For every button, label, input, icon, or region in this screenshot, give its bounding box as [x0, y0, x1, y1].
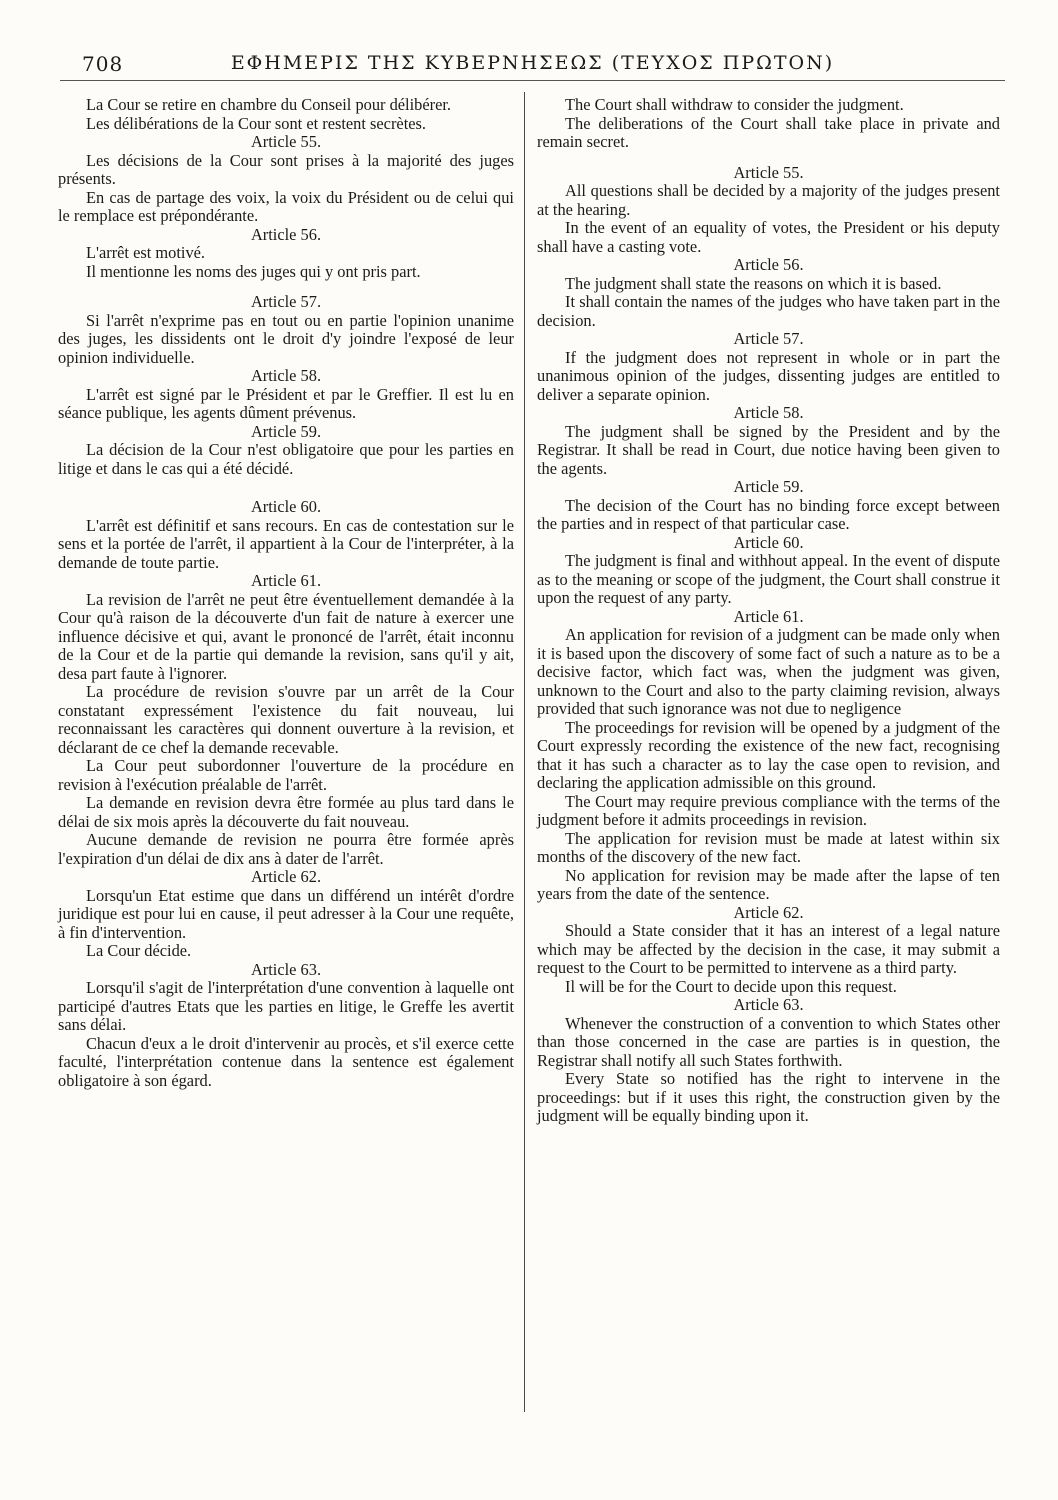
paragraph: The judgment shall be signed by the President and by the Registrar. It shall be read in Court, due notice having been given to the agents. [537, 421, 1000, 478]
paragraph: No application for revision may be made after the lapse of ten years from the date of the sentence. [537, 865, 1000, 903]
paragraph: En cas de partage des voix, la voix du Président ou de celui qui le remplace est prépondérante. [58, 187, 514, 225]
article-heading: Article 56. [733, 255, 804, 274]
article-heading: Article 61. [733, 606, 804, 626]
paragraph: The decision of the Court has no binding force except between the parties and in respect of that particular case. [537, 495, 1000, 533]
article-heading: Article 62. [250, 867, 322, 886]
article-heading: Article 59. [250, 421, 322, 441]
paragraph: La Cour se retire en chambre du Conseil pour délibérer. [86, 95, 452, 114]
article-heading: Article 57. [733, 329, 804, 348]
column-divider [524, 92, 525, 1412]
french-column [58, 96, 514, 1090]
page-header [60, 48, 1005, 81]
paragraph: The deliberations of the Court shall take place in private and remain secret. [537, 113, 1000, 151]
article-heading: Article 59. [733, 477, 804, 496]
paragraph: An application for revision of a judgment can be made only when it is based upon the discovery of some fact of such a nature as to be a decisive factor, which fact was, when the judgment was given, unknown to the Court and also to the party claiming revision, always provided that such ignorance was not due to negligence [537, 625, 1000, 718]
paragraph: Lorsqu'il s'agit de l'interprétation d'une convention à laquelle ont participé d'autres Etats que les parties en litige, le Greffe les avertit sans délai. [58, 978, 514, 1034]
paragraph: Lorsqu'un Etat estime que dans un différend un intérêt d'ordre juridique est pour lui en cause, il peut adresser à la Cour une requête, à fin d'intervention. [58, 885, 514, 942]
paragraph: La Cour peut subordonner l'ouverture de la procédure en revision à l'exécution préalable de l'arrêt. [58, 756, 514, 794]
paragraph: The judgment is final and withhout appeal. In the event of dispute as to the meaning or scope of the judgment, the Court shall construe it upon the request of any party. [537, 551, 1000, 607]
article-heading: Article 63. [733, 995, 804, 1014]
paragraph: L'arrêt est définitif et sans recours. En cas de contestation sur le sens et la portée de l'arrêt, il appartient à la Cour de l'interpréter, à la demande de toute partie. [58, 515, 514, 572]
paragraph: Aucune demande de revision ne pourra être formée après l'expiration d'un délai de dix ans à dater de l'arrêt. [58, 830, 514, 868]
paragraph: It shall contain the names of the judges who have taken part in the decision. [537, 292, 1000, 330]
paragraph: If the judgment does not represent in whole or in part the unanimous opinion of the judges, dissenting judges are entitled to deliver a separate opinion. [537, 347, 1000, 404]
paragraph: The Court may require previous compliance with the terms of the judgment before it admits proceedings in revision. [537, 791, 1000, 829]
article-heading: Article 57. [250, 292, 322, 311]
paragraph: The proceedings for revision will be opened by a judgment of the Court expressly recording the existence of the new fact, recognising that it has such a character as to lay the case open to revision, and declaring the application admissible on this ground. [537, 717, 1000, 792]
paragraph: Il mentionne les noms des juges qui y ont pris part. [86, 261, 421, 281]
article-heading: Article 58. [733, 403, 804, 422]
paragraph: La demande en revision devra être formée au plus tard dans le délai de six mois après la découverte du fait nouveau. [58, 793, 514, 831]
english-column [537, 96, 1000, 1126]
paragraph: Les délibérations de la Cour sont et restent secrètes. [86, 113, 426, 133]
paragraph: Whenever the construction of a convention to which States other than those concerned in the case are parties is in question, the Registrar shall notify all such States forthwith. [537, 1013, 1000, 1070]
paragraph: The application for revision must be made at latest within six months of the discovery of the new fact. [537, 828, 1000, 866]
page-number: 708 [82, 52, 124, 76]
paragraph: L'arrêt est motivé. [86, 243, 206, 262]
paragraph: The Court shall withdraw to consider the judgment. [565, 95, 904, 114]
paragraph: Chacun d'eux a le droit d'intervenir au procès, et s'il exerce cette faculté, l'interprétation contenue dans la sentence est également obligatoire à son égard. [58, 1033, 514, 1090]
paragraph: Every State so notified has the right to intervene in the proceedings: but if it uses this right, the construction given by the judgment will be equally binding upon it. [537, 1069, 1000, 1125]
article-heading: Article 60. [250, 497, 322, 516]
paragraph: Les décisions de la Cour sont prises à la majorité des juges présents. [58, 150, 514, 188]
article-heading: Article 61. [250, 571, 322, 590]
article-heading: Article 55. [733, 162, 804, 182]
paragraph: La procédure de revision s'ouvre par un arrêt de la Cour constatant expressément l'existence du fait nouveau, lui reconnaissant les caractères qui donnent ouverture à la revision, et déclarant de ce chef la demande recevable. [58, 682, 514, 757]
article-heading: Article 55. [250, 132, 322, 151]
paragraph: La décision de la Cour n'est obligatoire que pour les parties en litige et dans le cas qui a été décidé. [58, 440, 514, 478]
paragraph: Il will be for the Court to decide upon this request. [565, 976, 897, 996]
gazette-title: ΕΦΗΜΕΡΙΣ ΤΗΣ ΚΥΒΕΡΝΗΣΕΩΣ (ΤΕΥΧΟΣ ΠΡΩΤΟΝ) [230, 52, 835, 74]
paragraph: Si l'arrêt n'exprime pas en tout ou en partie l'opinion unanime des juges, les dissidents ont le droit d'y joindre l'exposé de leur opinion individuelle. [58, 310, 514, 367]
article-heading: Article 56. [250, 224, 322, 244]
paragraph: L'arrêt est signé par le Président et par le Greffier. Il est lu en séance publique, les agents dûment prévenus. [58, 384, 514, 422]
article-heading: Article 58. [250, 366, 322, 385]
article-heading: Article 63. [250, 959, 322, 979]
paragraph: Should a State consider that it has an interest of a legal nature which may be affected by the decision in the case, it may submit a request to the Court to be permitted to intervene as a third party. [537, 921, 1000, 977]
paragraph: The judgment shall state the reasons on which it is based. [565, 273, 942, 293]
article-heading: Article 60. [733, 532, 804, 552]
paragraph: La Cour décide. [86, 941, 192, 960]
paragraph: All questions shall be decided by a majority of the judges present at the hearing. [537, 181, 1000, 219]
paragraph: In the event of an equality of votes, the President or his deputy shall have a casting vote. [537, 218, 1000, 256]
paragraph: La revision de l'arrêt ne peut être éventuellement demandée à la Cour qu'à raison de la découverte d'un fait de nature à exercer une influence décisive et qui, avant le prononcé de l'arrêt, était inconnu de la Cour et de la partie qui demande la revision, sans qu'il y ait, desa part faute à l'ignorer. [58, 589, 514, 683]
article-heading: Article 62. [733, 902, 804, 922]
